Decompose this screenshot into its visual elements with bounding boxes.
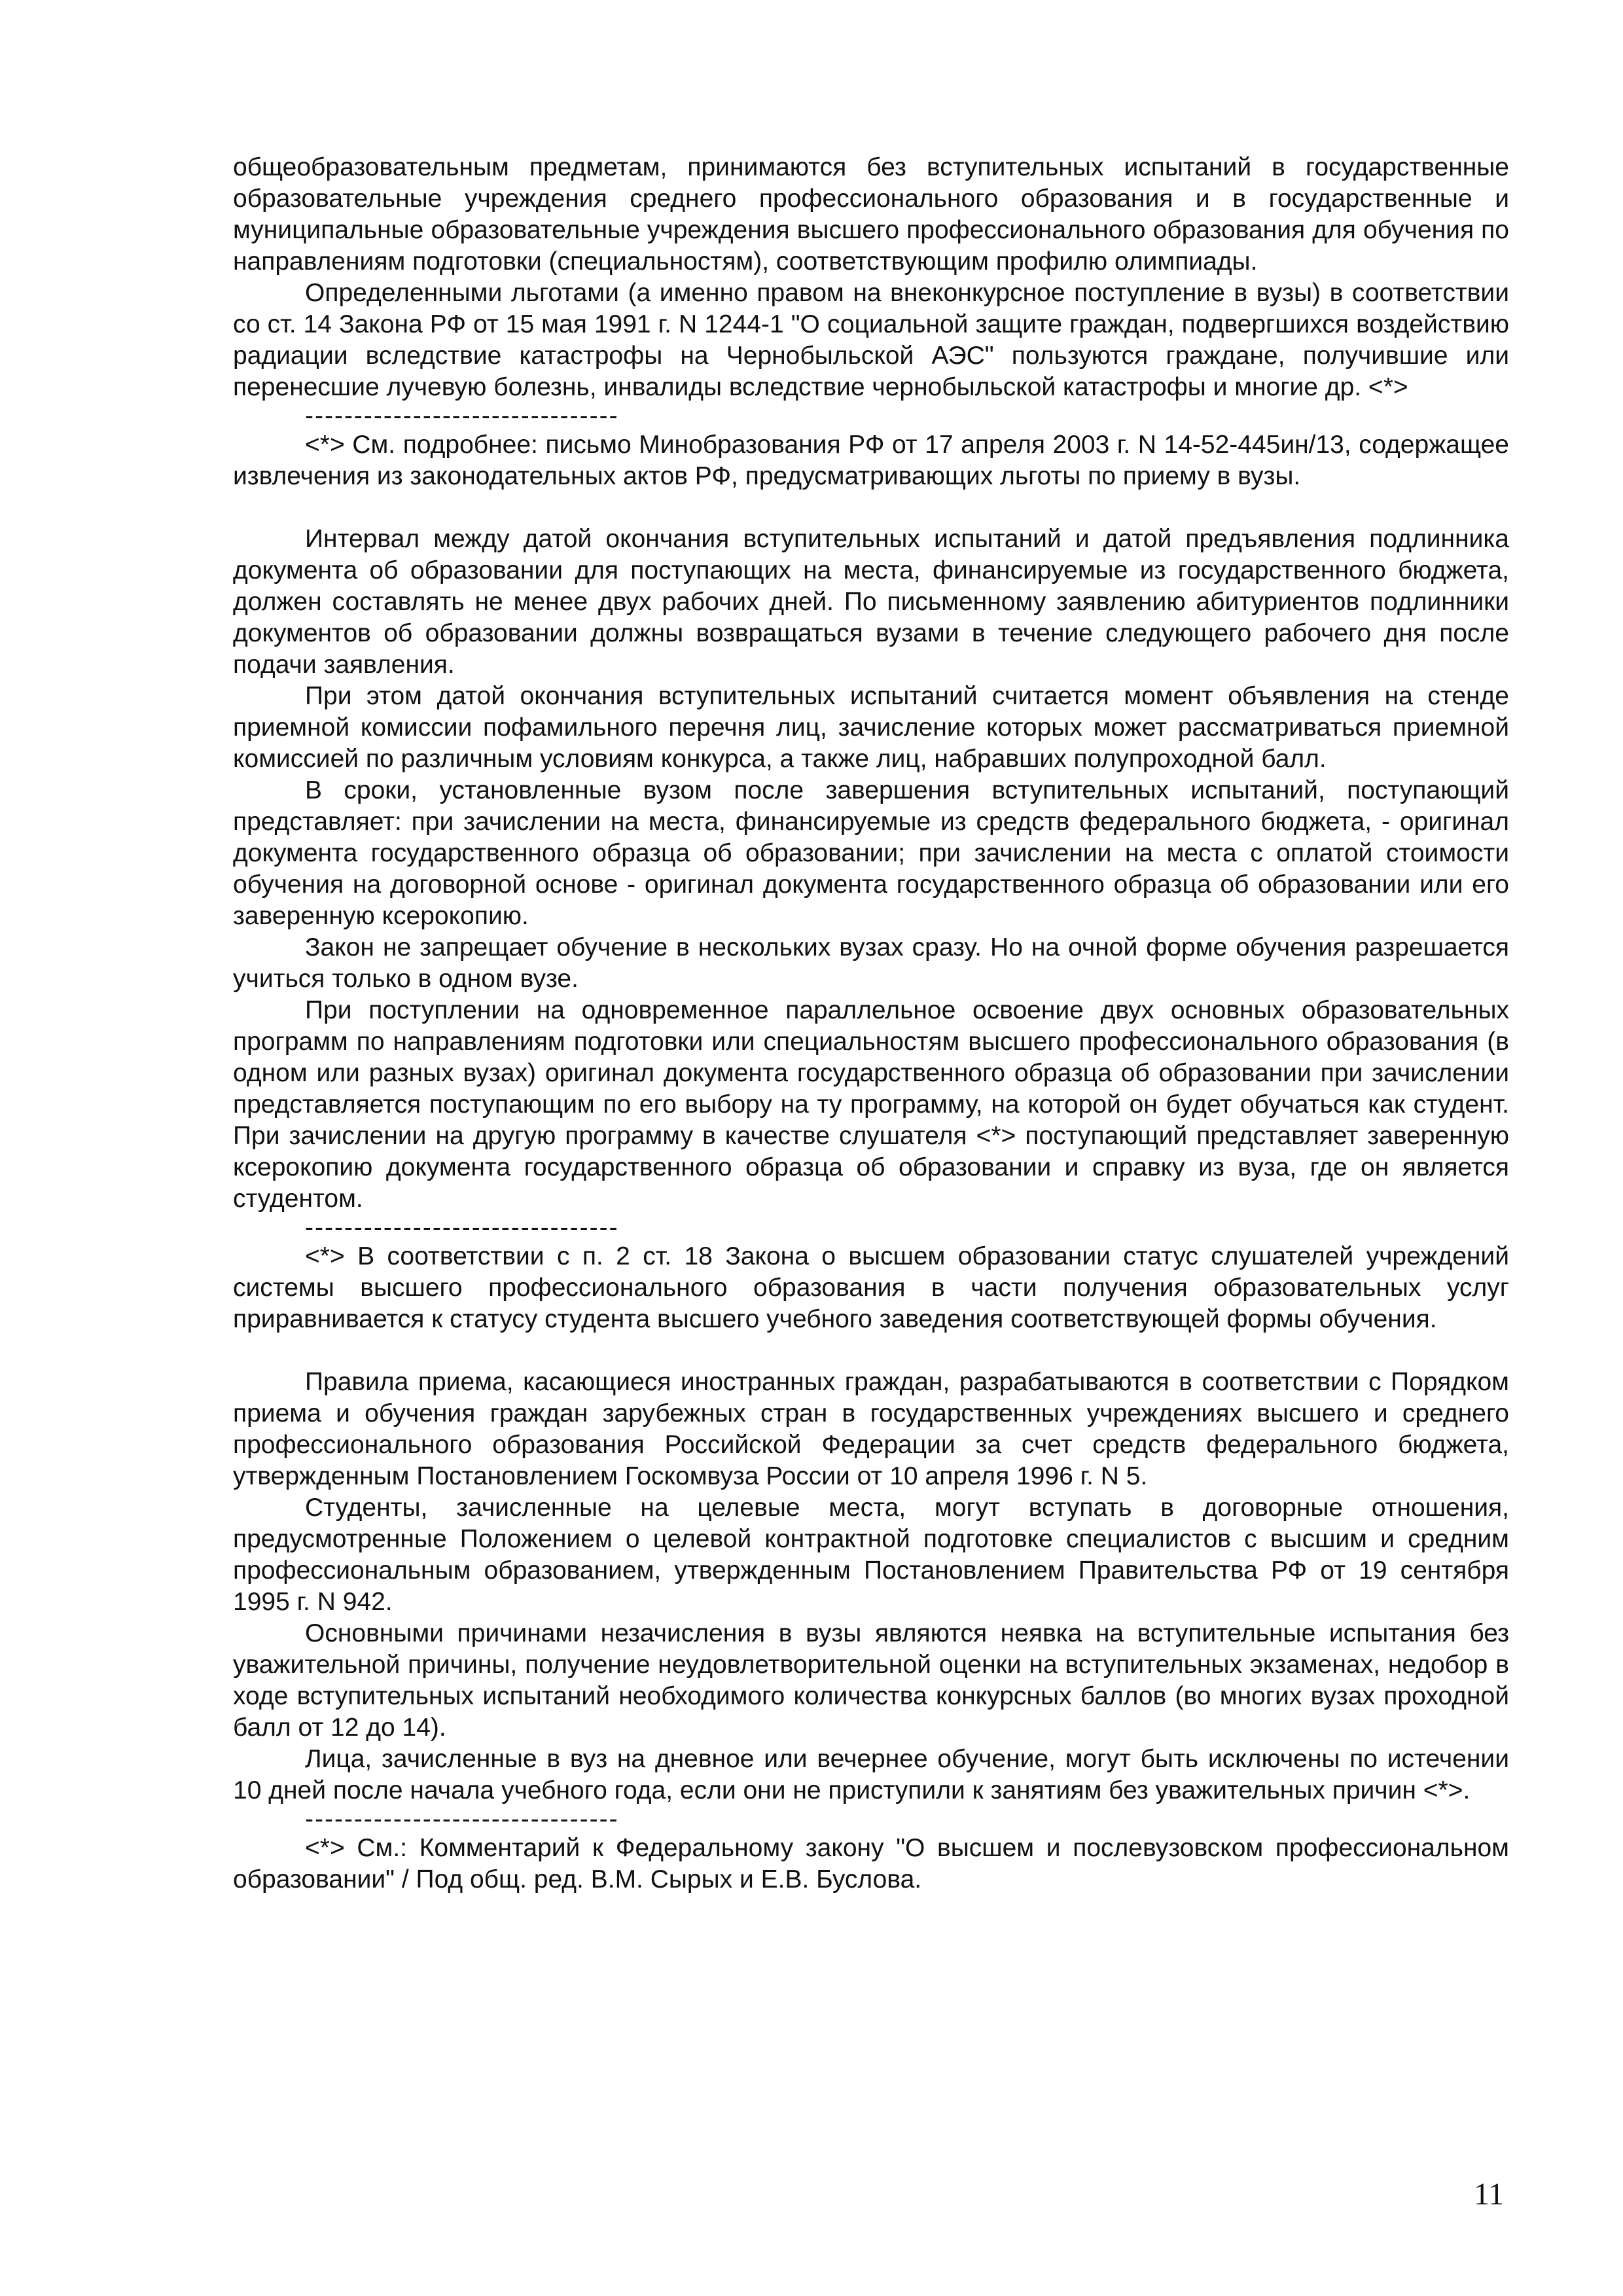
paragraph-submission-terms: В сроки, установленные вузом после завершения вступительных испытаний, поступающий представляет: при зачислении на места, финансируемые из средств федерального бюджета, - оригинал документа государственного образца об образовании; при зачислении на места с оплатой стоимости обучения на договорной основе - оригинал документа государственного образца об образовании или его заверенную ксерокопию.	[233, 776, 1509, 930]
paragraph-multiple-universities: Закон не запрещает обучение в нескольких вузах сразу. Но на очной форме обучения разрешается учиться только в одном вузе.	[233, 933, 1509, 993]
section-gap	[233, 1335, 1509, 1367]
paragraph-exam-end-date: При этом датой окончания вступительных испытаний считается момент объявления на стенде приемной комиссии пофамильного перечня лиц, зачисление которых может рассматриваться приемной комиссией по различным условиям конкурса, а также лиц, набравших полупроходной балл.	[233, 682, 1509, 773]
paragraph-expulsion: Лица, зачисленные в вуз на дневное или вечернее обучение, могут быть исключены по истечении 10 дней после начала учебного года, если они не приступили к занятиям без уважительных причин <*>.	[233, 1745, 1509, 1804]
paragraph-document-interval: Интервал между датой окончания вступительных испытаний и датой предъявления подлинника документа об образовании для поступающих на места, финансируемые из государственного бюджета, должен составлять не менее двух рабочих дней. По письменному заявлению абитуриентов подлинники документов об образовании должны возвращаться вузами в течение следующего рабочего дня после подачи заявления.	[233, 525, 1509, 679]
paragraph-target-places: Студенты, зачисленные на целевые места, могут вступать в договорные отношения, предусмотренные Положением о целевой контрактной подготовке специалистов с высшим и средним профессиональным образованием, утвержденным Постановлением Правительства РФ от 19 сентября 1995 г. N 942.	[233, 1494, 1509, 1616]
paragraph-non-admission-reasons: Основными причинами незачисления в вузы являются неявка на вступительные испытания без уважительной причины, получение неудовлетворительной оценки на вступительных экзаменах, недобор в ходе вступительных испытаний необходимого количества конкурсных баллов (во многих вузах проходной балл от 12 до 14).	[233, 1619, 1509, 1742]
footnote-separator: --------------------------------	[305, 403, 619, 429]
section-gap	[233, 492, 1509, 524]
document-page	[233, 152, 1509, 1895]
page-number: 11	[1474, 2177, 1505, 2212]
paragraph-parallel-programs: При поступлении на одновременное параллельное освоение двух основных образовательных программ по направлениям подготовки или специальностям высшего профессионального образования (в одном или разных вузах) оригинал документа государственного образца об образовании при зачислении представляется поступающим по его выбору на ту программу, на которой он будет обучаться как студент. При зачислении на другую программу в качестве слушателя <*> поступающий представляет заверенную ксерокопию документа государственного образца об образовании и справку из вуза, где он является студентом.	[233, 996, 1509, 1213]
paragraph-olympiad-continuation: общеобразовательным предметам, принимаются без вступительных испытаний в государственные образовательные учреждения среднего профессионального образования и в государственные и муниципальные образовательные учреждения высшего профессионального образования для обучения по направлениям подготовки (специальностям), соответствующим профилю олимпиады.	[233, 153, 1509, 276]
paragraph-foreign-citizens: Правила приема, касающиеся иностранных граждан, разрабатываются в соответствии с Порядком приема и обучения граждан зарубежных стран в государственных учреждениях высшего и среднего профессионального образования Российской Федерации за счет средств федерального бюджета, утвержденным Постановлением Госкомвуза России от 10 апреля 1996 г. N 5.	[233, 1368, 1509, 1490]
footnote-ministry-letter: <*> См. подробнее: письмо Минобразования РФ от 17 апреля 2003 г. N 14-52-445ин/13, содержащее извлечения из законодательных актов РФ, предусматривающих льготы по приему в вузы.	[233, 431, 1509, 490]
footnote-law-commentary: <*> См.: Комментарий к Федеральному закону "О высшем и послевузовском профессиональном образовании" / Под общ. ред. В.М. Сырых и Е.В. Буслова.	[233, 1834, 1509, 1893]
footnote-listener-status: <*> В соответствии с п. 2 ст. 18 Закона о высшем образовании статус слушателей учреждений системы высшего профессионального образования в части получения образовательных услуг приравнивается к статусу студента высшего учебного заведения соответствующей формы обучения.	[233, 1242, 1509, 1333]
footnote-separator: --------------------------------	[305, 1215, 619, 1241]
footnote-separator: --------------------------------	[305, 1806, 619, 1833]
paragraph-chernobyl-benefits: Определенными льготами (а именно правом на внеконкурсное поступление в вузы) в соответствии со ст. 14 Закона РФ от 15 мая 1991 г. N 1244-1 "О социальной защите граждан, подвергшихся воздействию радиации вследствие катастрофы на Чернобыльской АЭС" пользуются граждане, получившие или перенесшие лучевую болезнь, инвалиды вследствие чернобыльской катастрофы и многие др. <*>	[233, 279, 1509, 401]
